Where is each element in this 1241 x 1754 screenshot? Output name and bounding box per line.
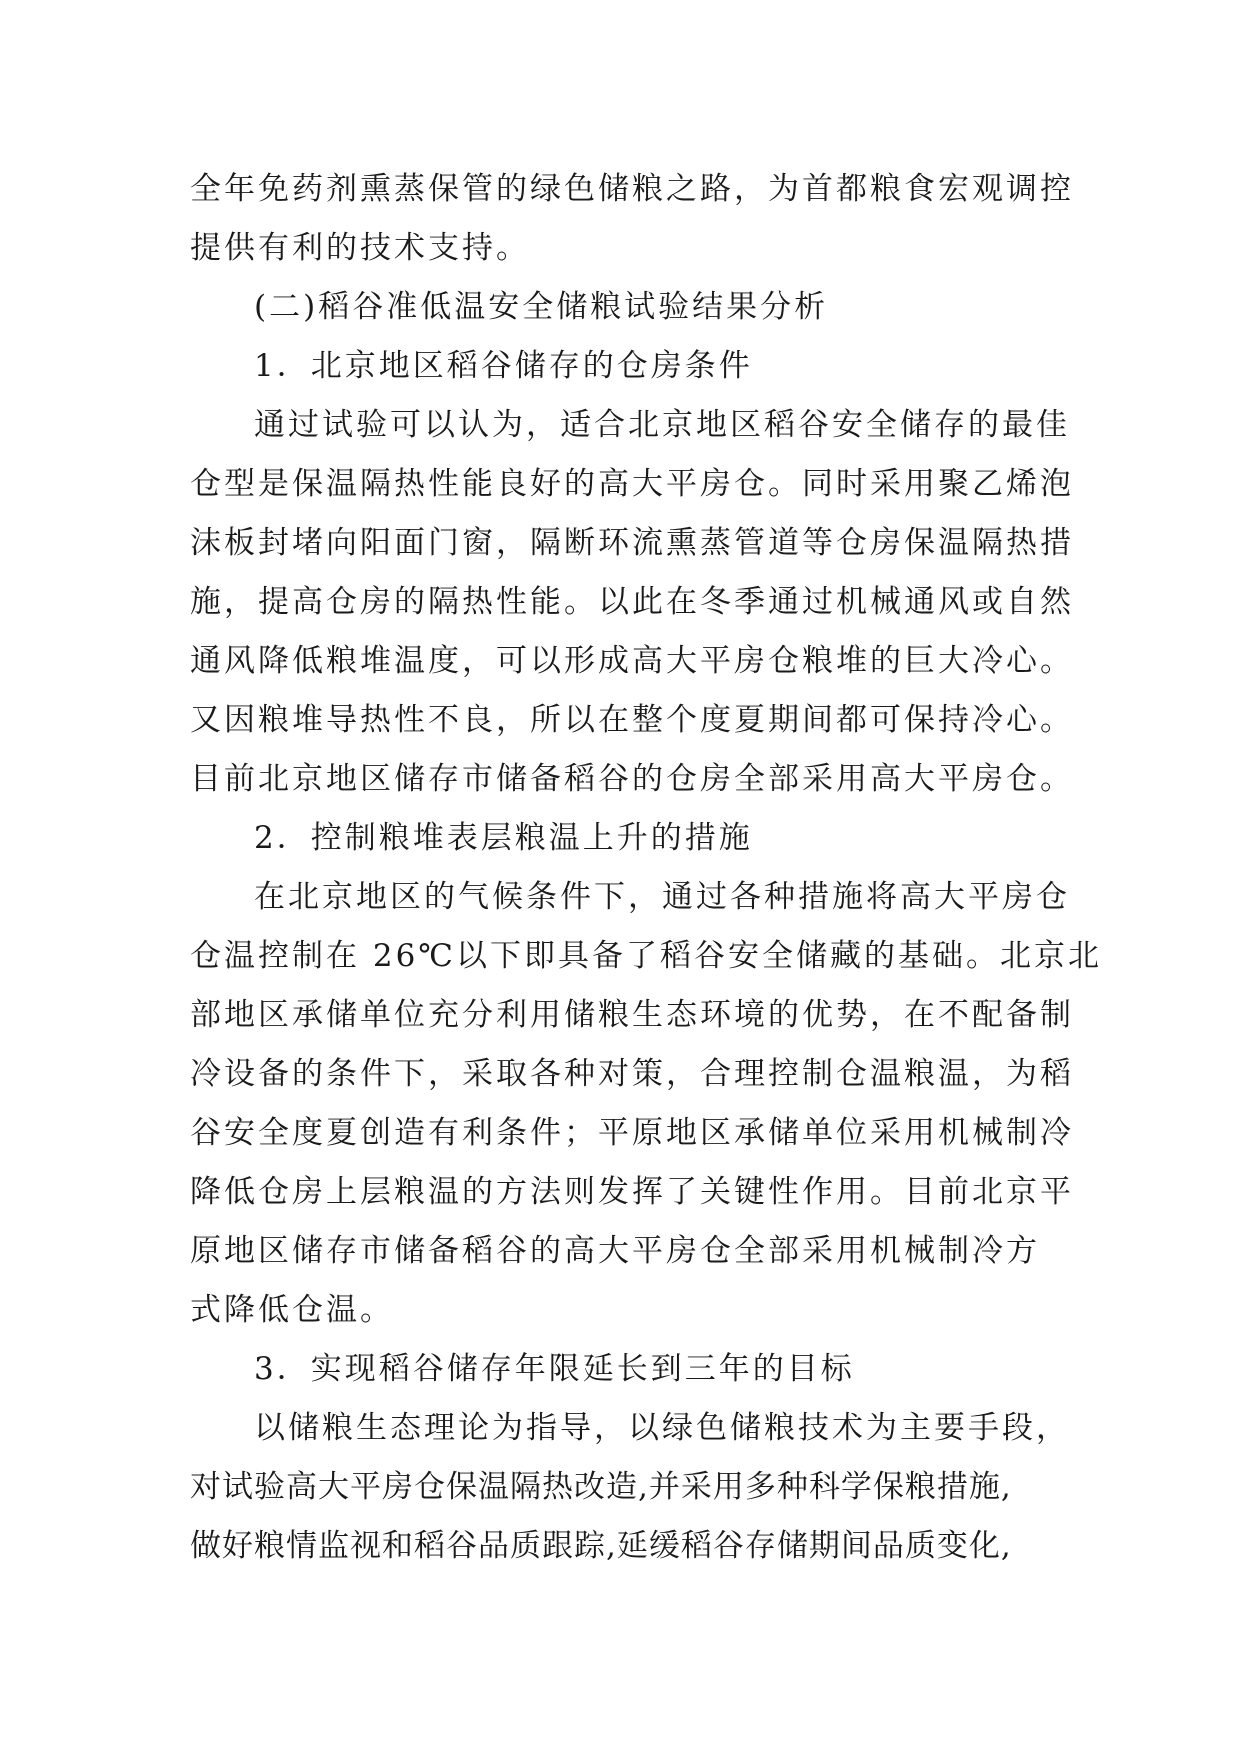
text-line: 在北京地区的气候条件下，通过各种措施将高大平房仓 bbox=[254, 879, 1070, 915]
subsection-heading: 2．控制粮堆表层粮温上升的措施 bbox=[254, 820, 753, 856]
text-line: 又因粮堆导热性不良，所以在整个度夏期间都可保持冷心。 bbox=[190, 702, 1074, 738]
text-line: 以储粮生态理论为指导，以绿色储粮技术为主要手段， bbox=[254, 1410, 1070, 1446]
subsection-heading: 1．北京地区稻谷储存的仓房条件 bbox=[254, 348, 753, 384]
text-line: 做好粮情监视和稻谷品质跟踪,延缓稻谷存储期间品质变化, bbox=[190, 1528, 1012, 1564]
section-heading: (二)稻谷准低温安全储粮试验结果分析 bbox=[254, 289, 829, 325]
text-line: 全年免药剂熏蒸保管的绿色储粮之路，为首都粮食宏观调控 bbox=[190, 171, 1074, 207]
text-line: 通风降低粮堆温度，可以形成高大平房仓粮堆的巨大冷心。 bbox=[190, 643, 1074, 679]
text-line: 通过试验可以认为，适合北京地区稻谷安全储存的最佳 bbox=[254, 407, 1070, 443]
text-line: 冷设备的条件下，采取各种对策，合理控制仓温粮温，为稻 bbox=[190, 1056, 1074, 1092]
text-line: 施，提高仓房的隔热性能。以此在冬季通过机械通风或自然 bbox=[190, 584, 1074, 620]
text-line: 对试验高大平房仓保温隔热改造,并采用多种科学保粮措施, bbox=[190, 1469, 1012, 1505]
text-line: 沫板封堵向阳面门窗，隔断环流熏蒸管道等仓房保温隔热措 bbox=[190, 525, 1074, 561]
text-line: 仓型是保温隔热性能良好的高大平房仓。同时采用聚乙烯泡 bbox=[190, 466, 1074, 502]
text-line: 仓温控制在 26℃以下即具备了稻谷安全储藏的基础。北京北 bbox=[190, 938, 1102, 974]
text-line: 部地区承储单位充分利用储粮生态环境的优势，在不配备制 bbox=[190, 997, 1074, 1033]
text-line: 提供有利的技术支持。 bbox=[190, 230, 530, 266]
document-body bbox=[190, 160, 1102, 1576]
text-line: 目前北京地区储存市储备稻谷的仓房全部采用高大平房仓。 bbox=[190, 761, 1074, 797]
text-line: 式降低仓温。 bbox=[190, 1292, 394, 1328]
text-line: 谷安全度夏创造有利条件；平原地区承储单位采用机械制冷 bbox=[190, 1115, 1074, 1151]
text-line: 降低仓房上层粮温的方法则发挥了关键性作用。目前北京平 bbox=[190, 1174, 1074, 1210]
subsection-heading: 3．实现稻谷储存年限延长到三年的目标 bbox=[254, 1351, 855, 1387]
text-line: 原地区储存市储备稻谷的高大平房仓全部采用机械制冷方 bbox=[190, 1233, 1040, 1269]
